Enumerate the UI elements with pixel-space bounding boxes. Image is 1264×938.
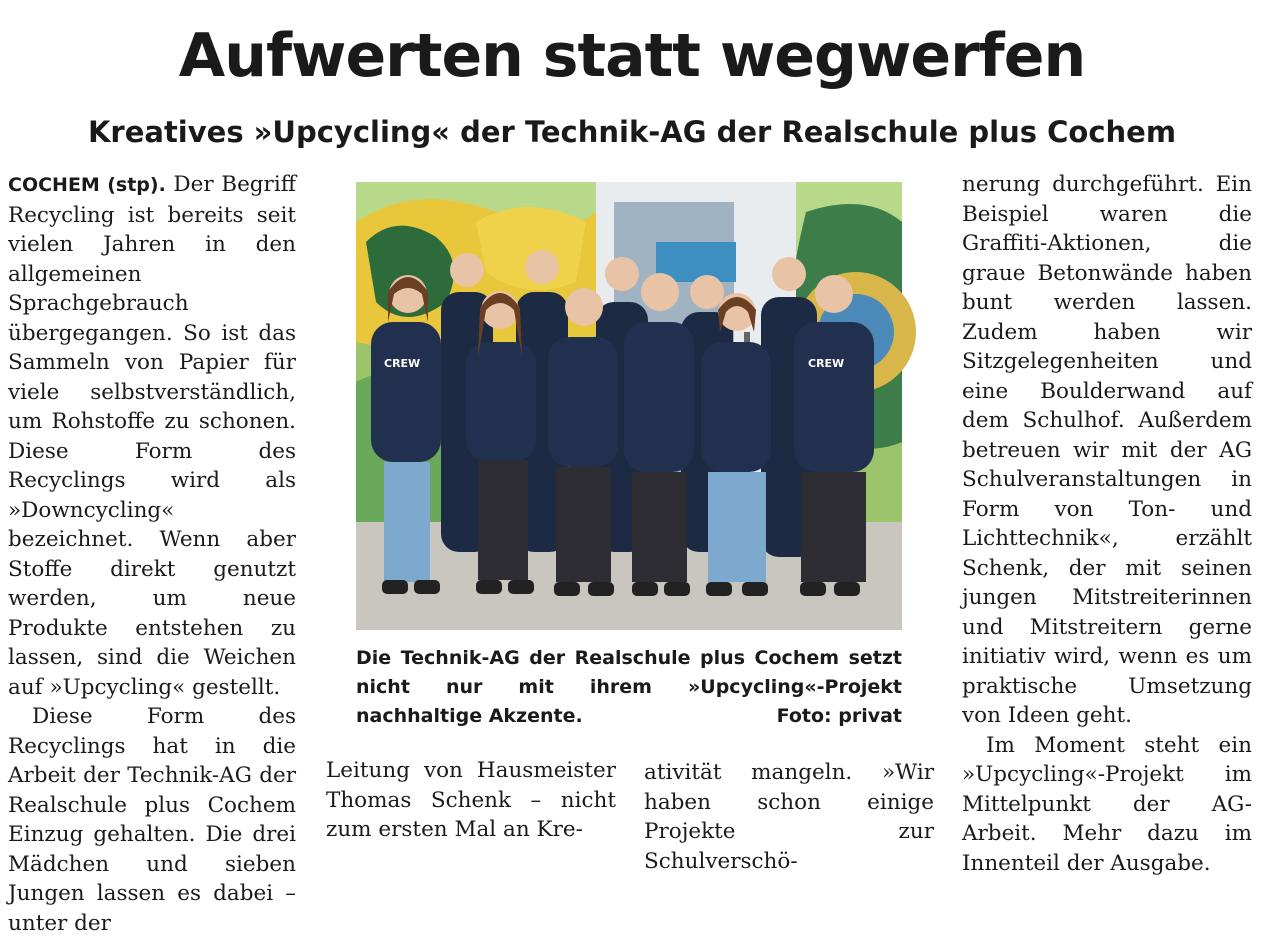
paragraph: nerung durchgeführt. Ein Beispiel waren die Graffiti-Aktionen, die graue Betonwände haben bunt werden lassen. Zudem haben wir Sitzgelegenheiten und eine Boulderwand auf dem Schulhof. Außerdem betreuen wir mit der AG Schulveranstaltungen in Form von Ton- und Lichttechnik«, erzählt Schenk, der mit seinen jungen Mitstreiterinnen und Mitstreitern gerne initiativ wird, wenn es um praktische Umsetzung von Ideen geht. [962, 172, 1252, 728]
paragraph [8, 170, 296, 702]
article-column-3 [962, 170, 1252, 878]
paragraph-text: Der Begriff Recycling ist bereits seit vielen Jahren in den allgemeinen Sprachgebrauch übergegangen. So ist das Sammeln von Papier für viele selbstverständlich, um Rohstoffe zu schonen. Diese Form des Recyclings wird als »Downcycling« bezeichnet. Wenn aber Stoffe direkt genutzt werden, um neue Produkte entstehen zu lassen, sind die Weichen auf »Upcycling« gestellt. [8, 172, 296, 700]
article-column-2b [644, 758, 934, 876]
paragraph: Diese Form des Recyclings hat in die Arbeit der Technik-AG der Realschule plus Cochem Einzug gehalten. Die drei Mädchen und sieben Jungen lassen es dabei – unter der [8, 704, 296, 936]
paragraph: ativität mangeln. »Wir haben schon einige Projekte zur Schulverschö- [644, 760, 934, 874]
paragraph: Im Moment steht ein »Upcycling«-Projekt im Mittelpunkt der AG-Arbeit. Mehr dazu im Innenteil der Ausgabe. [962, 732, 1252, 876]
article-column-2a [326, 756, 616, 845]
photo-credit: Foto: privat [776, 705, 902, 727]
article-subheadline: Kreatives »Upcycling« der Technik-AG der Realschule plus Cochem [87, 115, 1177, 149]
shirt-logo-text: CREW [384, 357, 421, 370]
caption-text: Die Technik-AG der Realschule plus Cochem setzt nicht nur mit ihrem »Upcycling«-Projekt nachhaltige Akzente. [356, 647, 902, 727]
article-headline: Aufwerten statt wegwerfen [178, 21, 1086, 91]
shirt-logo-text: CREW [808, 357, 845, 370]
photo-caption [356, 644, 902, 731]
dateline: COCHEM (stp). [8, 174, 166, 196]
paragraph: Leitung von Hausmeister Thomas Schenk – nicht zum ersten Mal an Kre- [326, 758, 616, 842]
group-photo [356, 182, 902, 630]
article-column-1 [8, 170, 296, 938]
